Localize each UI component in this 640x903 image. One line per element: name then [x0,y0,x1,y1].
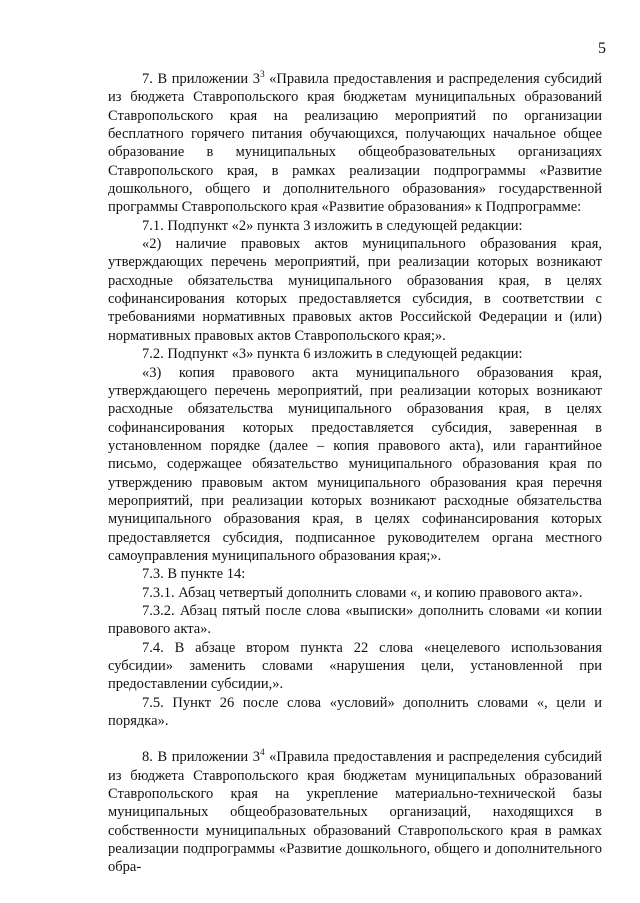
paragraph-8-intro [108,748,602,876]
page-number: 5 [598,40,606,57]
paragraph-7-2-quote: «3) копия правового акта муниципального образования края, утверждающего перечень мероприятий, при реализации которых возникают расходные обязательства муниципального образования края, в целях софинансирования которых предоставляется субсидия, заверенная в установленном порядке (далее – копия правового акта), или гарантийное письмо, содержащее обязательство муниципального образования края по утверждению правовым актом муниципального образования края перечня мероприятий, при реализации которых возникают расходные обязательства муниципального образования края, в целях софинансирования которых предоставляется субсидия, подписанное руководителем органа местного самоуправления муниципального образования края;». [108,364,602,564]
paragraph-text: «Правила предоставления и распределения субсидий из бюджета Ставропольского края бюджетам муниципальных образований Ставропольского края на укрепление материально-технической базы муниципальных общеобразовательных организаций, находящихся в собственности муниципальных образований Ставропольского края в рамках реализации подпрограммы «Развитие дошкольного, общего и дополнительного обра- [108,749,603,876]
superscript: 3 [260,69,265,79]
superscript: 4 [260,747,265,758]
paragraph-text: «Правила предоставления и распределения субсидий из бюджета Ставропольского края бюджетам муниципальных образований Ставропольского края на реализацию мероприятий по организации бесплатного горячего питания обучающихся, получающих начальное общее образование в муниципальных общеобразовательных организациях Ставропольского края, в рамках реализации подпрограммы «Развитие дошкольного, общего и дополнительного образования» государственной программы Ставропольского края «Развитие образования» к Подпрограмме: [108,71,603,216]
paragraph-7-5: 7.5. Пункт 26 после слова «условий» дополнить словами «, цели и порядка». [108,694,602,730]
paragraph-7-1: 7.1. Подпункт «2» пункта 3 изложить в следующей редакции: [142,217,523,234]
paragraph-7-intro [108,70,602,217]
paragraph-7-2: 7.2. Подпункт «3» пункта 6 изложить в следующей редакции: [142,346,523,363]
paragraph-7-4: 7.4. В абзаце втором пункта 22 слова «нецелевого использования субсидии» заменить словами «нарушения цели, установленной при предоставлении субсидии,». [108,639,602,693]
paragraph-7-3-2: 7.3.2. Абзац пятый после слова «выписки» дополнить словами «и копии правового акта». [108,602,602,638]
paragraph-7-3: 7.3. В пункте 14: [142,566,246,583]
paragraph-7-3-1: 7.3.1. Абзац четвертый дополнить словами «, и копию правового акта». [142,584,583,601]
paragraph-text: 7. В приложении 3 [142,71,261,87]
paragraph-7-1-quote: «2) наличие правовых актов муниципального образования края, утверждающих перечень мероприятий, при реализации которых возникают расходные обязательства муниципального образования края, в целях софинансирования которых предоставляется субсидия, в соответствии с требованиями нормативных правовых актов Российской Федерации и (или) нормативных правовых актов Ставропольского края;». [108,236,602,344]
document-body [108,70,602,877]
paragraph-text: 8. В приложении 3 [142,749,261,766]
